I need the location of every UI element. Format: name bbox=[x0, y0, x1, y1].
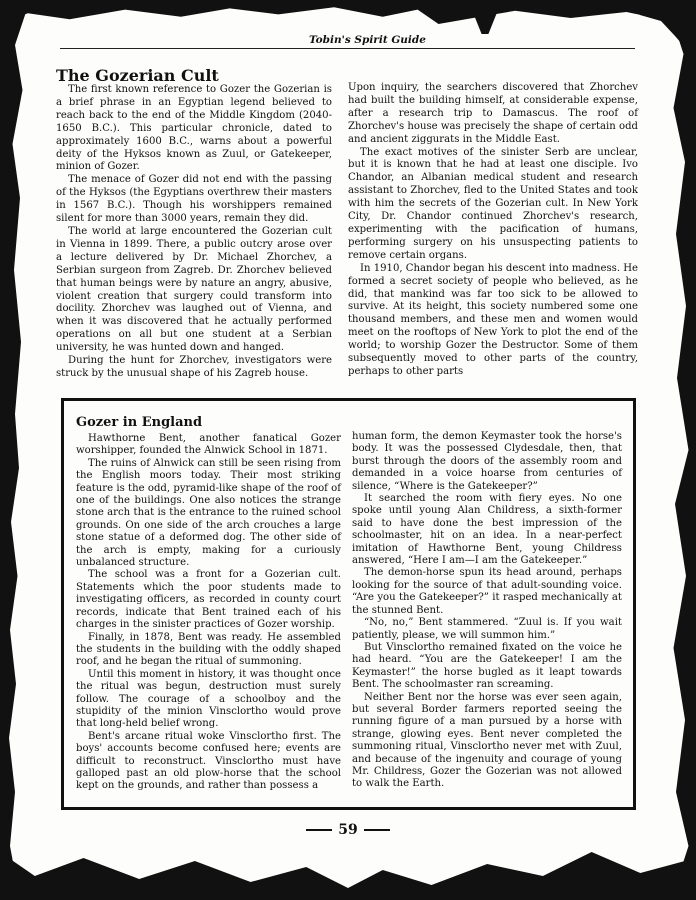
dash-left bbox=[306, 829, 332, 831]
page-number-text: 59 bbox=[338, 822, 358, 838]
paragraph: “No, no,” Bent stammered. “Zuul is. If you wait patiently, please, we will summon him.” bbox=[352, 617, 622, 641]
paragraph: It searched the room with fiery eyes. No one spoke until young Alan Childress, a sixth-former said to have done the best impression of the schoolmaster, hit on an idea. In a near-perfect imitation of Hawthorne Bent, young Childress answered, “Here I am—I am the Gatekeeper.” bbox=[352, 493, 622, 567]
article-title: The Gozerian Cult bbox=[56, 66, 219, 85]
article-column-1 bbox=[56, 84, 332, 381]
page-number bbox=[0, 822, 696, 838]
paragraph: human form, the demon Keymaster took the horse's body. It was the possessed Clydesdale, then, that burst through the doors of the assembly room and demanded in a voice hoarse from centuries of silence, “Where is the Gatekeeper?” bbox=[352, 431, 622, 492]
article-column-2 bbox=[348, 82, 638, 379]
paragraph: During the hunt for Zhorchev, investigators were struck by the unusual shape of his Zagreb house. bbox=[56, 355, 332, 379]
paragraph: In 1910, Chandor began his descent into madness. He formed a secret society of people who believed, as he did, that mankind was far too sick to be allowed to survive. At its height, this society numbered some one thousand members, and these men and women would meet on the rooftops of New York to plot the end of the world; to worship Gozer the Destructor. Some of them subsequently moved to other parts of the country, perhaps to other parts bbox=[348, 262, 639, 377]
sidebar-column-1 bbox=[76, 433, 341, 793]
paragraph: The world at large encountered the Gozerian cult in Vienna in 1899. There, a public outcry arose over a lecture delivered by Dr. Michael Zhorchev, a Serbian surgeon from Zagreb. Dr. Zhorchev believed that human beings were by nature an angry, abusive, violent creation that surgery could transform into docility. Zhorchev was laughed out of Vienna, and when it was discovered that he actually performed operations on all but one student at a Serbian university, he was hunted down and hanged. bbox=[56, 225, 332, 354]
paragraph: Neither Bent nor the horse was ever seen again, but several Border farmers reported seeing the running figure of a man pursued by a horse with strange, glowing eyes. Bent never completed the summoning ritual, Vinsclortho never met with Zuul, and because of the ingenuity and courage of young Mr. Childress, Gozer the Gozerian was not allowed to walk the Earth. bbox=[352, 691, 622, 790]
paragraph: The exact motives of the sinister Serb are unclear, but it is known that he had at least one disciple. Ivo Chandor, an Albanian medical student and research assistant to Zhorchev, fled to the United States and took with him the secrets of the Gozerian cult. In New York City, Dr. Chandor continued Zhorchev's research, experimenting with the pacification of humans, performing surgery on his unsuspecting patients to remove certain organs. bbox=[348, 146, 638, 261]
burnt-edge-bottom bbox=[0, 840, 696, 900]
burnt-edge-top bbox=[0, 0, 696, 24]
sidebar-box bbox=[61, 398, 636, 810]
sidebar-title: Gozer in England bbox=[76, 415, 203, 430]
paragraph: The first known reference to Gozer the Gozerian is a brief phrase in an Egyptian legend believed to reach back to the end of the Middle Kingdom (2040-1650 B.C.). This particular chronicle, dated to approximately 1600 B.C., warns about a powerful deity of the Hyksos known as Zuul, or Gatekeeper, minion of Gozer. bbox=[56, 84, 332, 173]
dash-right bbox=[364, 829, 390, 831]
paragraph: Upon inquiry, the searchers discovered that Zhorchev had built the building himself, at considerable expense, after a research trip to Damascus. The roof of Zhorchev's house was precisely the shape of certain odd and ancient ziggurats in the Middle East. bbox=[348, 82, 638, 145]
burnt-edge-left bbox=[0, 0, 50, 900]
paragraph: But Vinsclortho remained fixated on the voice he had heard. “You are the Gatekeeper! I am the Keymaster!” the horse bugled as it leapt towards Bent. The schoolmaster ran screaming. bbox=[352, 641, 622, 691]
paragraph: The ruins of Alnwick can still be seen rising from the English moors today. Their most striking feature is the odd, pyramid-like shape of the roof of one of the buildings. One also notices the strange stone arch that is the entrance to the ruined school grounds. On one side of the arch crouches a large stone statue of a deformed dog. The other side of the arch is empty, making for a curiously unbalanced structure. bbox=[76, 457, 341, 569]
burnt-edge-right bbox=[646, 0, 696, 900]
paragraph: Bent's arcane ritual woke Vinsclortho first. The boys' accounts become confused here; events are difficult to reconstruct. Vinsclortho must have galloped past an old plow-horse that the school kept on the grounds, and rather than possess a bbox=[76, 730, 341, 792]
sidebar-column-2 bbox=[352, 431, 622, 791]
paragraph: The demon-horse spun its head around, perhaps looking for the source of that adult-sounding voice. “Are you the Gatekeeper?” it rasped mechanically at the stunned Bent. bbox=[352, 567, 622, 616]
paragraph: Finally, in 1878, Bent was ready. He assembled the students in the building with the oddly shaped roof, and he began the ritual of summoning. bbox=[76, 631, 341, 668]
running-title: Tobin's Spirit Guide bbox=[309, 34, 426, 46]
paragraph: Until this moment in history, it was thought once the ritual was begun, destruction must surely follow. The courage of a schoolboy and the stupidity of the minion Vinsclortho would prove that long-held belief wrong. bbox=[76, 668, 341, 730]
running-header bbox=[60, 34, 635, 49]
paragraph: The menace of Gozer did not end with the passing of the Hyksos (the Egyptians overthrew their masters in 1567 B.C.). Though his worshippers remained silent for more than 3000 years, remain they did. bbox=[56, 174, 332, 225]
paragraph: The school was a front for a Gozerian cult. Statements which the poor students made to investigating officers, as recorded in county court records, indicate that Bent trained each of his charges in the sinister practices of Gozer worship. bbox=[76, 569, 341, 631]
paragraph: Hawthorne Bent, another fanatical Gozer worshipper, founded the Alnwick School in 1871. bbox=[76, 433, 341, 457]
